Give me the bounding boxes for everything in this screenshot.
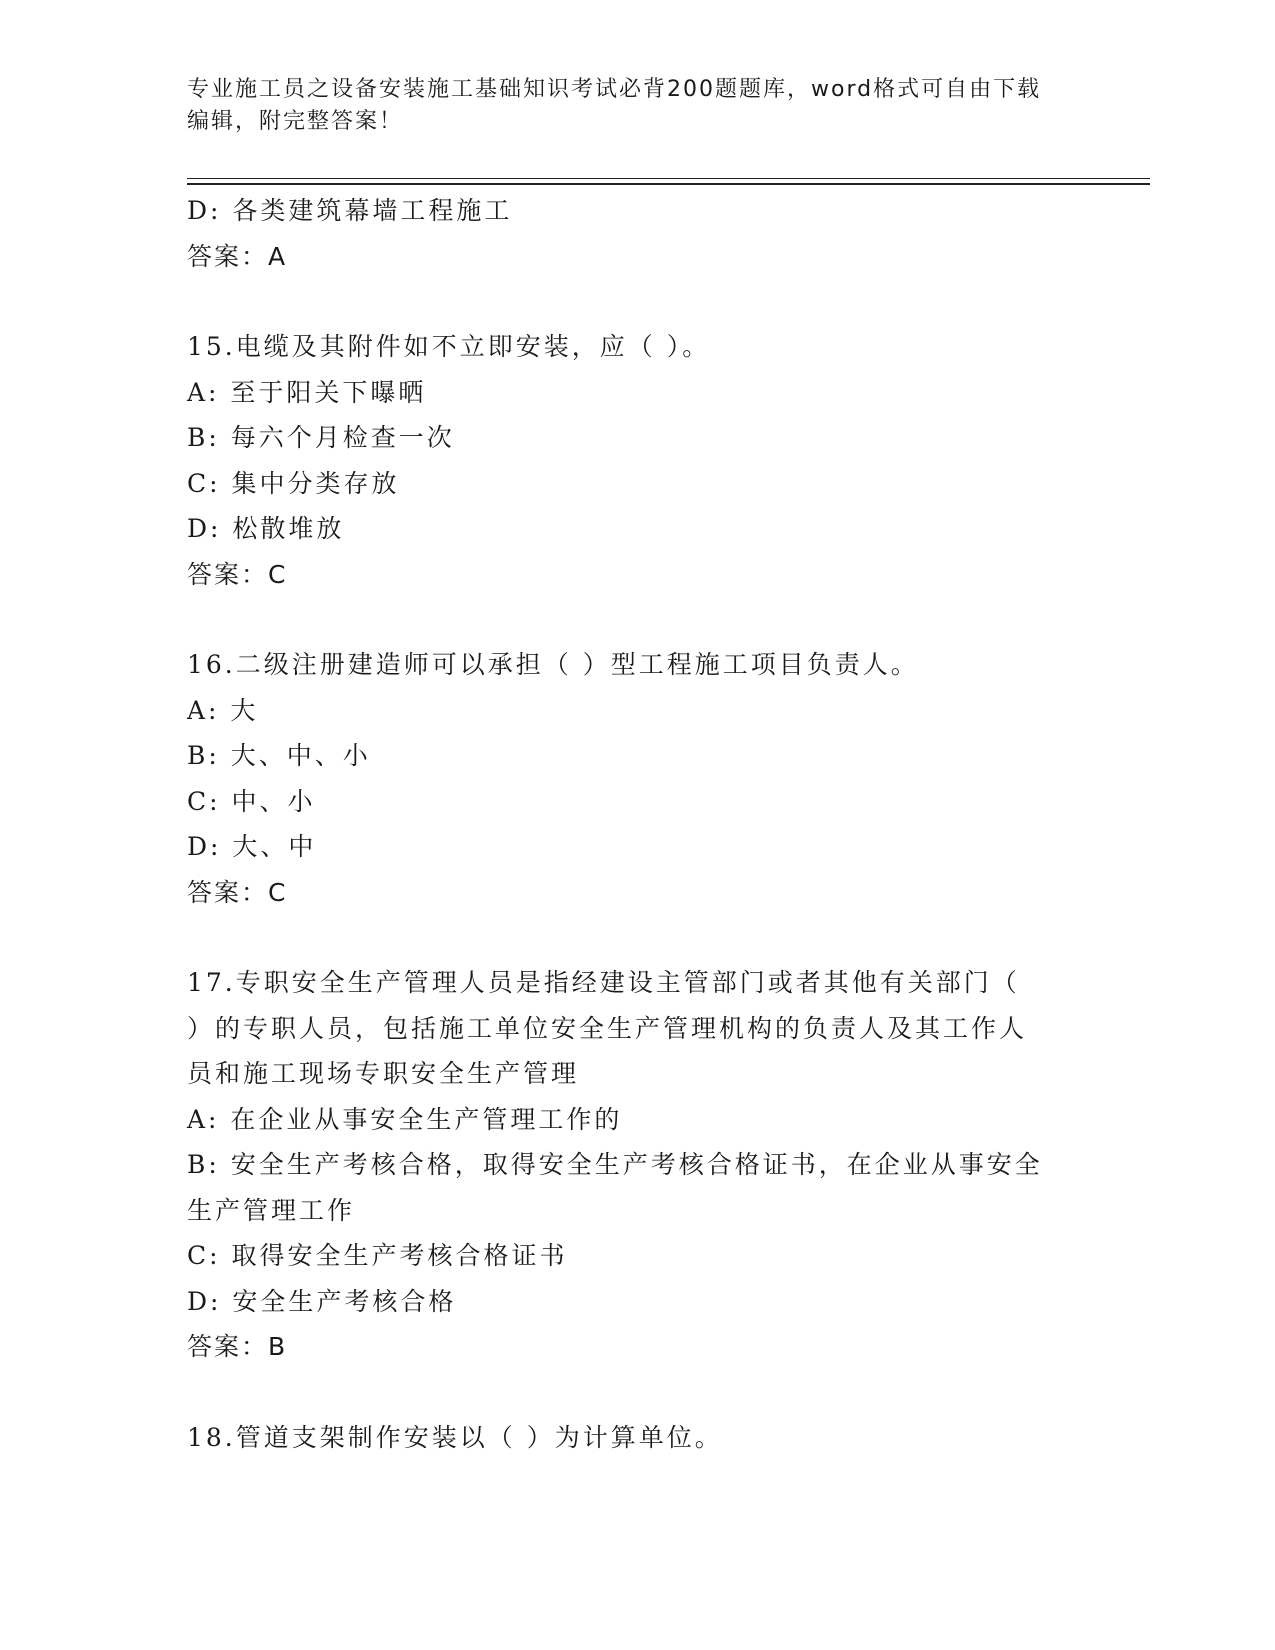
option-line: C: 取得安全生产考核合格证书: [187, 1241, 568, 1270]
answer-line: 答案：C: [187, 559, 288, 589]
answer-line: 答案：B: [187, 1332, 288, 1361]
header-title-line-2: 编辑，附完整答案！: [187, 109, 404, 134]
option-line: D: 各类建筑幕墙工程施工: [187, 196, 513, 225]
question-block: [187, 642, 1087, 915]
option-line: B: 每六个月检查一次: [187, 423, 455, 452]
block-spacer: [187, 597, 1087, 642]
question-block: [187, 960, 1087, 1370]
question-text: ）的专职人员，包括施工单位安全生产管理机构的负责人及其工作人: [187, 1013, 1028, 1043]
question-text: 员和施工现场专职安全生产管理: [187, 1059, 580, 1088]
block-spacer: [187, 915, 1087, 960]
answer-line: 答案：A: [187, 241, 288, 271]
header-title-line-1: 专业施工员之设备安装施工基础知识考试必背200题题库，word格式可自由下载: [187, 77, 1042, 102]
header-divider-thin: [187, 178, 1150, 179]
option-line: 生产管理工作: [187, 1195, 356, 1225]
option-line: A: 在企业从事安全生产管理工作的: [187, 1104, 623, 1134]
question-text: 16.二级注册建造师可以承担（ ）型工程施工项目负责人。: [187, 650, 919, 679]
question-text: 15.电缆及其附件如不立即安装，应（ ）。: [187, 332, 711, 361]
question-text: 18.管道支架制作安装以（ ）为计算单位。: [187, 1422, 723, 1452]
option-line: B: 大、中、小: [187, 741, 371, 770]
question-block: [187, 324, 1087, 597]
block-spacer: [187, 279, 1087, 324]
option-line: D: 松散堆放: [187, 514, 345, 543]
option-line: D: 安全生产考核合格: [187, 1286, 457, 1316]
question-list: [187, 188, 1087, 1460]
option-line: C: 中、小: [187, 786, 316, 816]
question-block: [187, 1415, 1087, 1461]
block-spacer: [187, 1370, 1087, 1415]
header-divider-thick: [187, 183, 1150, 185]
option-line: A: 至于阳关下曝晒: [187, 377, 427, 407]
option-line: D: 大、中: [187, 832, 317, 861]
option-line: B: 安全生产考核合格，取得安全生产考核合格证书，在企业从事安全: [187, 1150, 1043, 1179]
question-text: 17.专职安全生产管理人员是指经建设主管部门或者其他有关部门（: [187, 968, 1020, 997]
document-header: [187, 74, 1067, 138]
question-block: [187, 188, 1087, 279]
option-line: A: 大: [187, 695, 259, 725]
option-line: C: 集中分类存放: [187, 468, 400, 498]
answer-line: 答案：C: [187, 877, 288, 907]
